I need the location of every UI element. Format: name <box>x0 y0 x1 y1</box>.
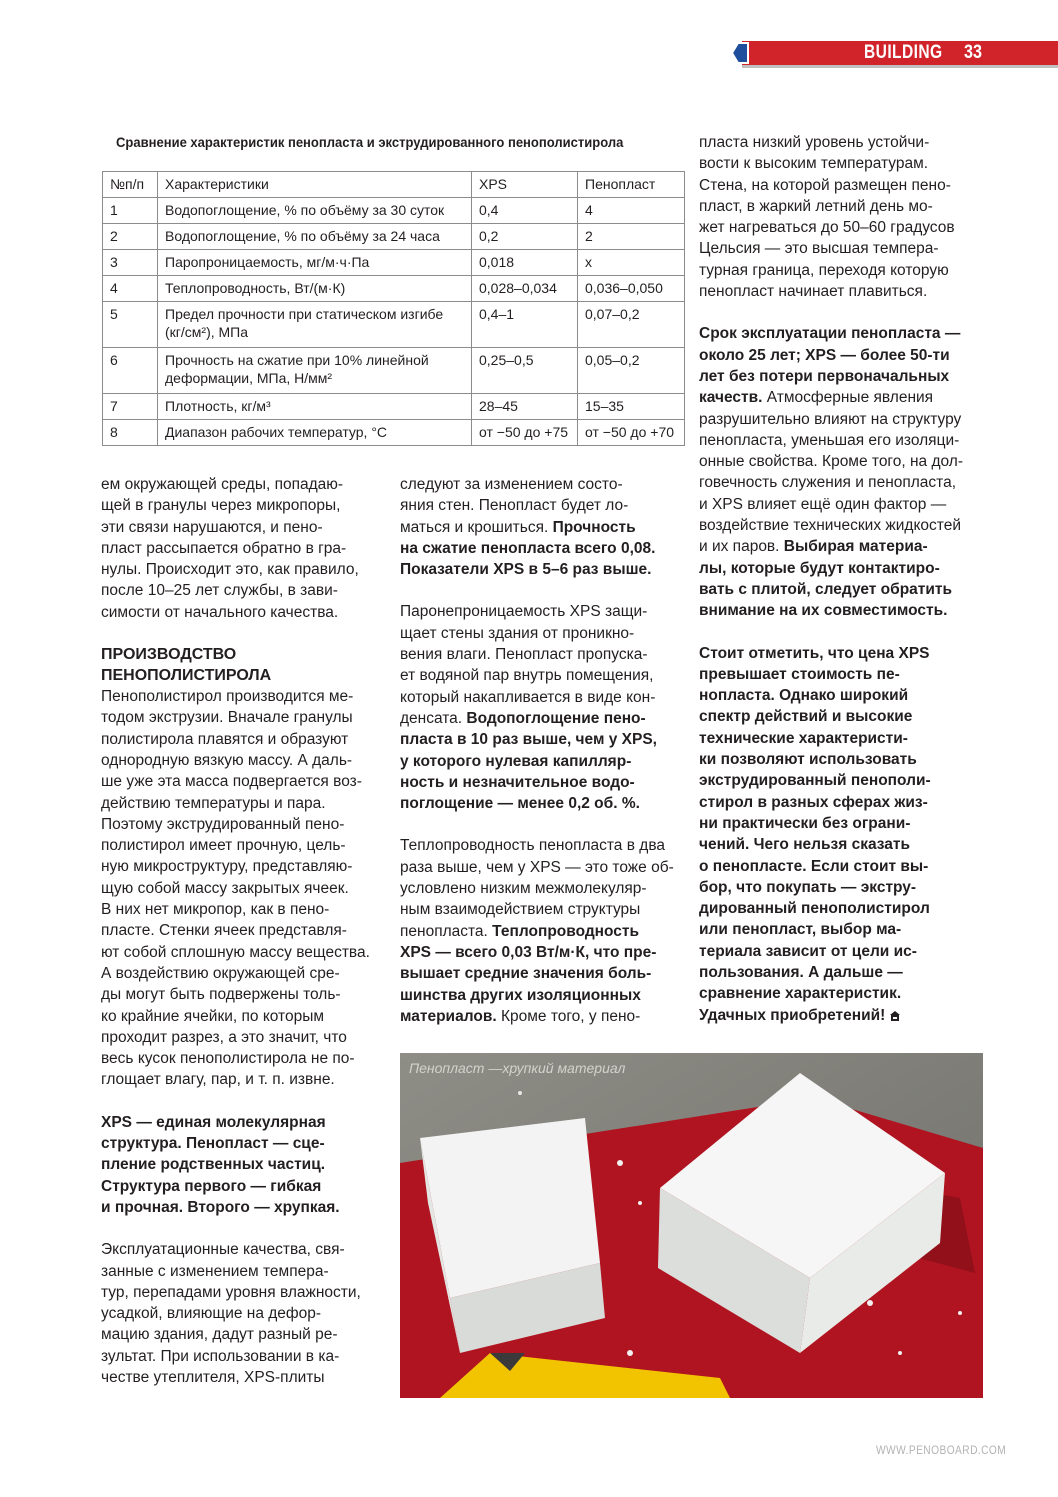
table-cell: 0,028–0,034 <box>472 276 578 302</box>
paragraph: пласта низкий уровень устойчи- вости к высоким температурам. Стена, на которой размещен пено- пласт, в жаркий летний день мо- жет нагреваться до 50–60 градусов Цельсия — это высшая темпера- турная граница, переходя которую пенопласт начинает плавиться. <box>699 134 955 301</box>
regular-text: Кроме того, у пено- <box>496 1007 641 1025</box>
table-header-cell: XPS <box>472 172 578 198</box>
table-cell: 5 <box>103 302 158 348</box>
bold-text: Выбирая материа- лы, которые будут контактиро- вать с плитой, следует обратить внимание на их совместимость. <box>699 538 953 620</box>
table-cell: 28–45 <box>472 394 578 420</box>
bold-text: Стоит отметить, что цена XPS превышает стоимость пе- нопласта. Однако широкий спектр действий и высокие технические характеристи- ки позволяют использовать экструдированный пенополи- стирол в разных сферах жиз- ни практически без ограни- чений. Чего нельзя сказать о пенопласте. Если стоит вы- бор, что покупать — экстру- дированный пенополистирол или пенопласт, выбор ма- териала зависит от цели ис- пользования. А дальше — сравнение характеристик. Удачных приобретений! <box>699 644 931 1024</box>
table-cell: Водопоглощение, % по объёму за 30 суток <box>158 198 472 224</box>
table-cell: Водопоглощение, % по объёму за 24 часа <box>158 224 472 250</box>
table-row <box>103 394 685 420</box>
paragraph-bold <box>101 1112 387 1218</box>
table-caption: Сравнение характеристик пенопласта и экструдированного пенополистирола <box>116 134 624 150</box>
table-row <box>103 250 685 276</box>
table-cell: 0,018 <box>472 250 578 276</box>
table-header-cell: №п/п <box>103 172 158 198</box>
article-column-2 <box>400 474 688 1027</box>
header-arrow-icon <box>730 41 752 65</box>
table-cell: 6 <box>103 348 158 394</box>
paragraph: Пенополистирол производится ме- тодом экструзии. Вначале гранулы полистирола плавятся и образуют однородную вязкую массу. А даль- ше уже эта масса подвергается воз- действию температуры и пара. Поэтому экструдированный пено- полистирол имеет прочную, цель- ную микроструктуру, представляю- щую собой массу закрытых ячеек. В них нет микропор, как в пено- пласте. Стенки ячеек представля- ют собой сплошную массу вещества. А воздействию окружающей сре- ды могут быть подвержены толь- ко крайние ячейки, по которым проходит разрез, а это значит, что весь кусок пенополистирола не по- глощает влагу, пар, и т. п. извне. <box>101 688 370 1089</box>
table-row <box>103 302 685 348</box>
paragraph: ем окружающей среды, попадаю- щей в гранулы через микропоры, эти связи нарушаются, и пено- пласт рассыпается обратно в гра- нулы. Происходит это, как правило, после 10–25 лет службы, в зави- симости от начального качества. <box>101 476 359 621</box>
end-mark-icon <box>890 1006 900 1016</box>
table-cell: 0,2 <box>472 224 578 250</box>
table-cell: Предел прочности при статическом изгибе (кг/см²), МПа <box>158 302 472 348</box>
photo-foam-blocks <box>400 1053 983 1398</box>
table-header-cell: Пенопласт <box>578 172 685 198</box>
paragraph <box>699 323 989 621</box>
table-cell: 4 <box>578 198 685 224</box>
table-row <box>103 348 685 394</box>
table-row <box>103 420 685 446</box>
table-cell: 1 <box>103 198 158 224</box>
table-header-cell: Характеристики <box>158 172 472 198</box>
bold-text: Теплопроводность XPS — всего 0,03 Вт/м·К, что пре- вышает средние значения боль- шинства других изоляционных материалов. <box>400 922 657 1025</box>
bold-text: XPS — единая молекулярная структура. Пенопласт — сце- пление родственных частиц. Структура первого — гибкая и прочная. Второго — хрупкая. <box>101 1113 340 1216</box>
table-cell: Диапазон рабочих температур, °С <box>158 420 472 446</box>
page-number: 33 <box>964 42 982 63</box>
table-cell: Паропроницаемость, мг/м·ч·Па <box>158 250 472 276</box>
table-cell: Прочность на сжатие при 10% линейной деформации, МПа, Н/мм² <box>158 348 472 394</box>
bold-text: Срок эксплуатации пенопласта — около 25 лет; XPS — более 50-ти лет без потери первоначальных качеств. <box>699 325 961 407</box>
table-cell: Плотность, кг/м³ <box>158 394 472 420</box>
table-cell: 0,07–0,2 <box>578 302 685 348</box>
table-row <box>103 224 685 250</box>
regular-text: Теплопроводность пенопласта в два раза выше, чем у XPS — это тоже об- условлено низким межмолекуляр- ным взаимодействием структуры пенопласта. <box>400 837 674 940</box>
header-underline <box>742 65 1058 68</box>
table-cell: 0,05–0,2 <box>578 348 685 394</box>
table-cell: 7 <box>103 394 158 420</box>
paragraph: Эксплуатационные качества, свя- занные с изменением темпера- тур, перепадами уровня влажности, усадкой, влияющие на дефор- мацию здания, дадут разный ре- зультат. При использовании в ка- честве утеплителя, XPS-плиты <box>101 1241 361 1386</box>
regular-text: следуют за изменением состо- яния стен. Пенопласт будет ло- маться и крошиться. <box>400 476 629 536</box>
table-header-row <box>103 172 685 198</box>
article-column-1 <box>101 474 387 1388</box>
table-cell: 0,036–0,050 <box>578 276 685 302</box>
paragraph <box>400 474 688 580</box>
table-cell: 0,25–0,5 <box>472 348 578 394</box>
paragraph <box>400 835 688 1027</box>
table-cell: от −50 до +75 <box>472 420 578 446</box>
table-cell: 4 <box>103 276 158 302</box>
paragraph <box>699 643 989 1026</box>
regular-text: Атмосферные явления разрушительно влияют на структуру пенопласта, уменьшая его изоляци- онные свойства. Кроме того, на дол- говечность служения и пенопласта, и XPS влияет ещё один фактор — воздействие технических жидкостей и их паров. <box>699 389 963 556</box>
regular-text: Паронепроницаемость XPS защи- щает стены здания от проникно- вения влаги. Пенопласт пропуска- ет водяной пар внутрь помещения, который накапливается в виде кон- денсата. <box>400 603 656 727</box>
article-column-3 <box>699 132 989 1026</box>
bold-text: Водопоглощение пено- пласта в 10 раз выше, чем у XPS, у которого нулевая капилляр- ность и незначительное водо- поглощение — менее 0,2 об. %. <box>400 709 657 813</box>
table-cell: 3 <box>103 250 158 276</box>
foam-photo-illustration <box>400 1053 983 1398</box>
table-cell: 8 <box>103 420 158 446</box>
table-cell: 2 <box>578 224 685 250</box>
table-cell: от −50 до +70 <box>578 420 685 446</box>
paragraph <box>400 601 688 814</box>
photo-caption: Пенопласт —хрупкий материал <box>409 1060 626 1076</box>
table-cell: 2 <box>103 224 158 250</box>
table-row <box>103 198 685 224</box>
comparison-table <box>102 171 685 446</box>
table-cell: 15–35 <box>578 394 685 420</box>
table-cell: 0,4–1 <box>472 302 578 348</box>
table-cell: Теплопроводность, Вт/(м·К) <box>158 276 472 302</box>
footer-url: WWW.PENOBOARD.COM <box>876 1443 1007 1457</box>
section-title: BUILDING <box>864 42 943 63</box>
section-heading: ПРОИЗВОДСТВО ПЕНОПОЛИСТИРОЛА <box>101 646 272 685</box>
bold-text: Прочность на сжатие пенопласта всего 0,08. Показатели XPS в 5–6 раз выше. <box>400 518 656 579</box>
table-row <box>103 276 685 302</box>
table-cell: x <box>578 250 685 276</box>
table-cell: 0,4 <box>472 198 578 224</box>
